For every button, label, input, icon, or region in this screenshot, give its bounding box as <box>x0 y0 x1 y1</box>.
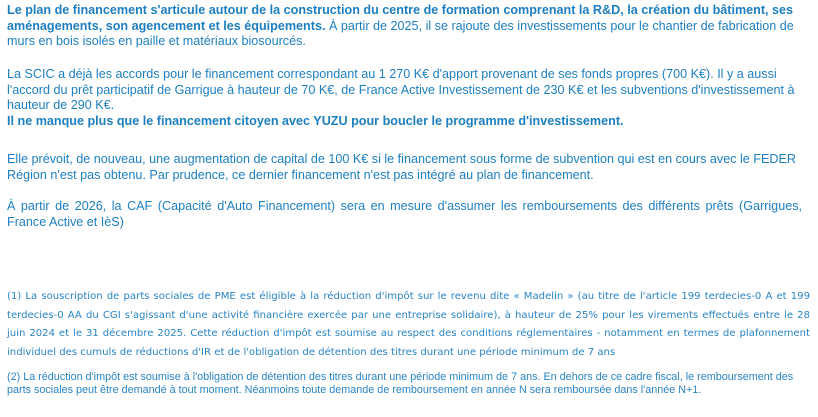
footnote-2: (2) La réduction d'impôt est soumise à l'obligation de détention des titres durant une période minimum de 7 ans. En dehors de ce cadre fiscal, le remboursement des parts sociales peut être demandé à tout moment. Néanmoins toute demande de remboursement en année N sera remboursée dans l'année N+1. <box>7 371 794 396</box>
capital-increase-text: Elle prévoit, de nouveau, une augmentation de capital de 100 K€ si le financement sous forme de subvention qui est en cours avec le FEDER Région n'est pas obtenu. Par prudence, ce dernier financement n'est pas intégré au plan de financement. <box>7 152 796 182</box>
financing-plan-rest: À partir de 2025, il se rajoute des investissements pour le chantier de fabrication de murs en bois isolés en paille et matériaux biosourcés. <box>7 18 794 48</box>
citizen-financing-line: Il ne manque plus que le financement citoyen avec YUZU pour boucler le programme d'investissement. <box>7 113 624 128</box>
footnote-1: (1) La souscription de parts sociales de PME est éligible à la réduction d'impôt sur le revenu dite « Madelin » (au titre de l'article 199 terdecies-0 A et 199 terdecies-0 AA du CGI s'agissant d'une activité financière exercée par une entreprise solidaire), à hauteur de 25% pour les virements effectués entre le 28 juin 2024 et le 31 décembre 2025. Cette réduction d'impôt est soumise au respect des conditions réglementaires - notamment en termes de plafonnement individuel des cumuls de réductions d'IR et de l'obligation de détention des titres durant une période minimum de 7 ans <box>7 291 810 358</box>
paragraph-existing-agreements <box>7 67 812 129</box>
paragraph-capital-increase <box>7 152 812 183</box>
paragraph-financing-plan <box>7 3 812 50</box>
caf-text: À partir de 2026, la CAF (Capacité d'Auto Financement) sera en mesure d'assumer les remboursements des différents prêts (Garrigues, France Active et IèS) <box>7 199 802 229</box>
existing-agreements-text: La SCIC a déjà les accords pour le financement correspondant au 1 270 K€ d'apport provenant de ses fonds propres (700 K€). Il y a aussi l'accord du prêt participatif de Garrigue à hauteur de 70 K€, de France Active Investissement de 230 K€ et les subventions d'investissement à hauteur de 290 K€. <box>7 67 795 112</box>
paragraph-caf <box>7 199 802 230</box>
financing-plan-lead: Le plan de financement s'articule autour de la construction du centre de formation comprenant la R&D, la création du bâtiment, ses aménagements, son agencement et les équipements. <box>7 3 794 33</box>
